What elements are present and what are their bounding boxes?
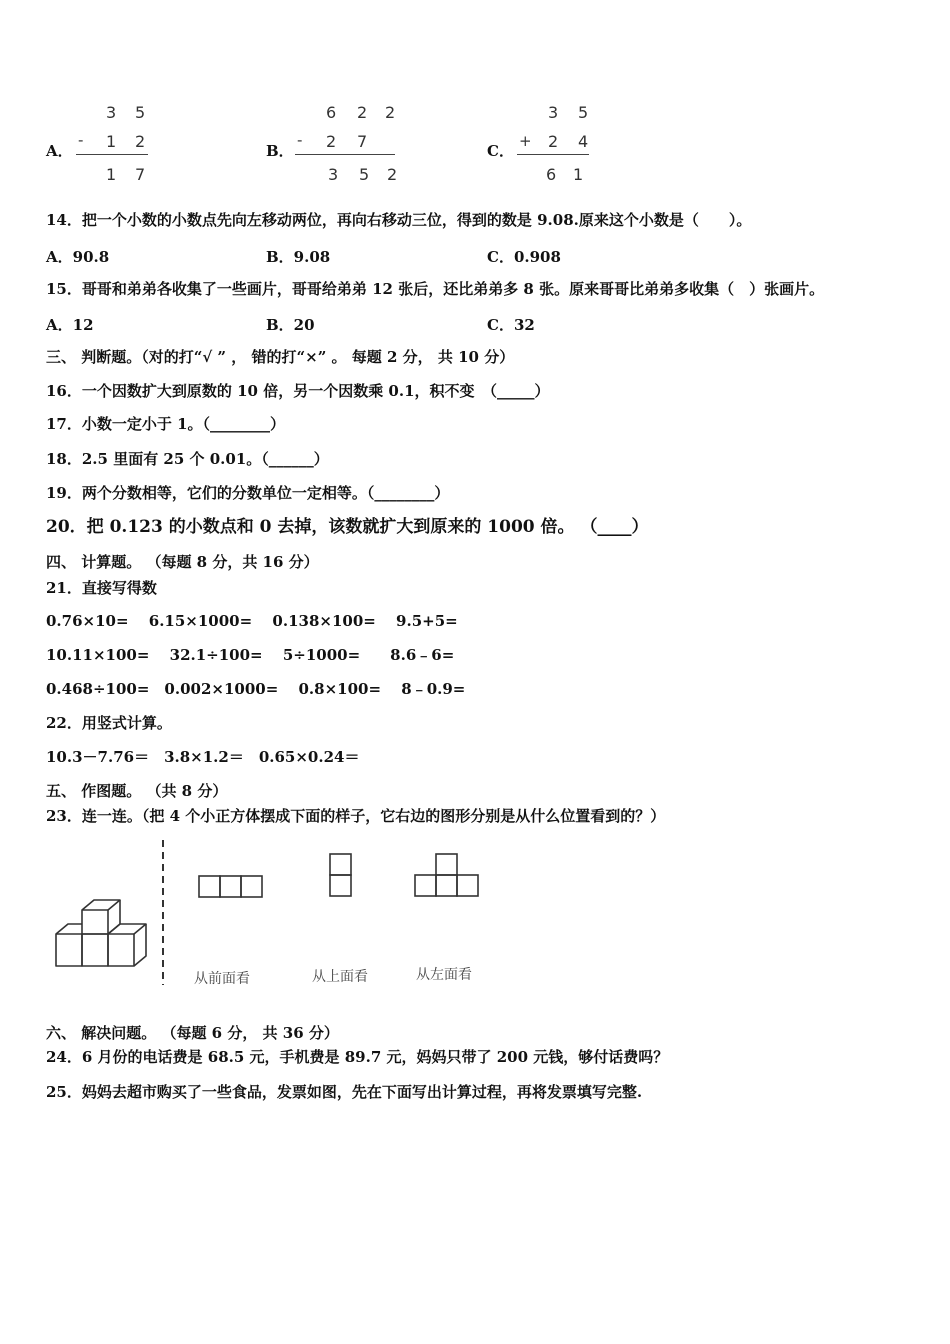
question-22: 22．用竖式计算。 bbox=[46, 714, 172, 732]
question-16: 16．一个因数扩大到原数的 10 倍，另一个因数乘 0.1，积不变 （_____） bbox=[46, 382, 550, 400]
option-a-label: A． bbox=[46, 142, 73, 160]
c-bottom-digit: 1 bbox=[573, 165, 584, 184]
dashed-divider bbox=[160, 840, 166, 985]
question-21: 21．直接写得数 bbox=[46, 579, 157, 597]
c-mid-digit: 2 bbox=[548, 132, 559, 151]
minus-sign: - bbox=[297, 131, 303, 149]
section-3-heading: 三、 判断题。（对的打“√ ” ， 错的打“×” 。 每题 2 分， 共 10 分） bbox=[46, 348, 515, 366]
q14-option-a: A．90.8 bbox=[46, 248, 110, 266]
section-4-heading: 四、 计算题。 （每题 8 分，共 16 分） bbox=[46, 553, 319, 571]
a-bottom-digit: 7 bbox=[135, 165, 146, 184]
b-mid-digit: 7 bbox=[357, 132, 368, 151]
option-b-label: B． bbox=[266, 142, 294, 160]
plus-sign: + bbox=[519, 132, 532, 150]
c-top-digit: 5 bbox=[578, 103, 589, 122]
calc-row-1: 0.76×10= 6.15×1000= 0.138×100= 9.5+5= bbox=[46, 612, 458, 630]
question-17: 17．小数一定小于 1。（________） bbox=[46, 415, 286, 433]
front-view-caption: 从前面看 bbox=[194, 971, 250, 987]
section-6-heading: 六、 解决问题。 （每题 6 分， 共 36 分） bbox=[46, 1024, 339, 1042]
left-view-figure bbox=[413, 852, 483, 900]
a-sum-line bbox=[76, 154, 148, 155]
question-24: 24．6 月份的电话费是 68.5 元，手机费是 89.7 元，妈妈只带了 200 元钱，够付话费吗？ bbox=[46, 1048, 669, 1066]
b-top-digit: 2 bbox=[385, 103, 396, 122]
question-19: 19．两个分数相等，它们的分数单位一定相等。（________） bbox=[46, 484, 450, 502]
c-sum-line bbox=[517, 154, 589, 155]
a-mid-digit: 1 bbox=[106, 132, 117, 151]
top-view-caption: 从上面看 bbox=[312, 969, 368, 985]
b-top-digit: 2 bbox=[357, 103, 368, 122]
section-5-heading: 五、 作图题。 （共 8 分） bbox=[46, 782, 228, 800]
q15-option-c: C．32 bbox=[487, 316, 535, 334]
b-bottom-digit: 5 bbox=[359, 165, 370, 184]
question-20: 20．把 0.123 的小数点和 0 去掉，该数就扩大到原来的 1000 倍。 （____） bbox=[46, 517, 649, 537]
a-top-digit: 5 bbox=[135, 103, 146, 122]
question-18: 18．2.5 里面有 25 个 0.01。（______） bbox=[46, 450, 329, 468]
c-mid-digit: 4 bbox=[578, 132, 589, 151]
question-14: 14．把一个小数的小数点先向左移动两位，再向右移动三位，得到的数是 9.08.原来这个小数是（ ）。 bbox=[46, 211, 752, 229]
calc-row-3: 0.468÷100= 0.002×1000= 0.8×100= 8﹣0.9= bbox=[46, 680, 466, 698]
question-15: 15．哥哥和弟弟各收集了一些画片，哥哥给弟弟 12 张后，还比弟弟多 8 张。原来哥哥比弟弟多收集（ ）张画片。 bbox=[46, 280, 825, 298]
question-25: 25．妈妈去超市购买了一些食品，发票如图，先在下面写出计算过程，再将发票填写完整. bbox=[46, 1083, 643, 1101]
a-bottom-digit: 1 bbox=[106, 165, 117, 184]
a-top-digit: 3 bbox=[106, 103, 117, 122]
calc-row-2: 10.11×100= 32.1÷100= 5÷1000= 8.6﹣6= bbox=[46, 646, 455, 664]
q15-option-b: B．20 bbox=[266, 316, 315, 334]
question-23: 23．连一连。（把 4 个小正方体摆成下面的样子，它右边的图形分别是从什么位置看到的？） bbox=[46, 807, 666, 825]
minus-sign: - bbox=[78, 131, 84, 149]
q15-option-a: A．12 bbox=[46, 316, 94, 334]
cube-stack-figure bbox=[52, 896, 150, 970]
b-bottom-digit: 2 bbox=[387, 165, 398, 184]
option-c-label: C． bbox=[487, 142, 514, 160]
c-top-digit: 3 bbox=[548, 103, 559, 122]
b-bottom-digit: 3 bbox=[328, 165, 339, 184]
front-view-figure bbox=[197, 874, 267, 900]
b-mid-digit: 2 bbox=[326, 132, 337, 151]
c-bottom-digit: 6 bbox=[546, 165, 557, 184]
a-mid-digit: 2 bbox=[135, 132, 146, 151]
b-sum-line bbox=[295, 154, 395, 155]
calc-row-4: 10.3－7.76＝ 3.8×1.2＝ 0.65×0.24＝ bbox=[46, 748, 360, 766]
q14-option-c: C．0.908 bbox=[487, 248, 561, 266]
q14-option-b: B．9.08 bbox=[266, 248, 331, 266]
b-top-digit: 6 bbox=[326, 103, 337, 122]
left-view-caption: 从左面看 bbox=[416, 967, 472, 983]
top-view-figure bbox=[328, 852, 354, 900]
